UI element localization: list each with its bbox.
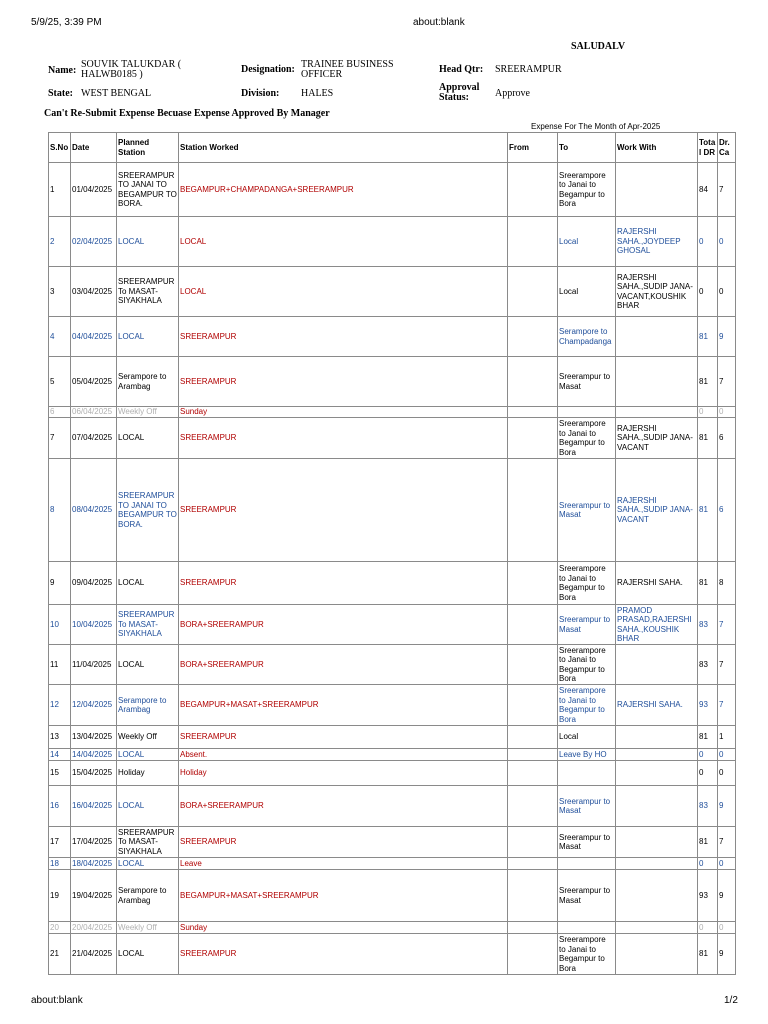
cell-station-worked: BORA+SREERAMPUR — [179, 645, 508, 685]
cell-work-with — [616, 726, 698, 749]
table-row — [49, 459, 736, 562]
cell-planned-station: LOCAL — [117, 562, 179, 605]
cell-sno: 8 — [49, 459, 71, 562]
cell-planned-station: Weekly Off — [117, 922, 179, 934]
table-row — [49, 749, 736, 761]
print-datetime: 5/9/25, 3:39 PM — [31, 17, 102, 28]
cell-dr-ca: 6 — [718, 418, 736, 459]
cell-planned-station: LOCAL — [117, 858, 179, 870]
cell-to: Serampore to Champadanga — [558, 317, 616, 357]
resubmit-notice: Can't Re-Submit Expense Becuase Expense Approved By Manager — [44, 108, 330, 119]
cell-work-with — [616, 827, 698, 858]
cell-to: Sreerampur to Masat — [558, 786, 616, 827]
cell-sno: 7 — [49, 418, 71, 459]
cell-planned-station: SREERAMPUR To MASAT-SIYAKHALA — [117, 605, 179, 645]
cell-planned-station: LOCAL — [117, 317, 179, 357]
company-name: SALUDALV — [571, 41, 626, 52]
designation-label: Designation: — [241, 64, 295, 75]
cell-date: 14/04/2025 — [71, 749, 117, 761]
cell-work-with: PRAMOD PRASAD,RAJERSHI SAHA.,KOUSHIK BHAR — [616, 605, 698, 645]
cell-date: 15/04/2025 — [71, 761, 117, 786]
cell-total-dr: 83 — [698, 645, 718, 685]
table-row — [49, 562, 736, 605]
cell-to — [558, 407, 616, 418]
cell-planned-station: LOCAL — [117, 786, 179, 827]
cell-dr-ca: 0 — [718, 217, 736, 267]
cell-total-dr: 81 — [698, 418, 718, 459]
cell-total-dr: 81 — [698, 459, 718, 562]
col-header-planned-station: Planned Station — [117, 133, 179, 163]
cell-to: Sreerampur to Masat — [558, 870, 616, 922]
cell-sno: 12 — [49, 685, 71, 726]
cell-from — [508, 163, 558, 217]
cell-planned-station: SREERAMPUR TO JANAI TO BEGAMPUR TO BORA. — [117, 163, 179, 217]
table-row — [49, 870, 736, 922]
approval-label: Approval Status: — [439, 82, 480, 103]
cell-dr-ca: 7 — [718, 605, 736, 645]
cell-total-dr: 0 — [698, 761, 718, 786]
cell-from — [508, 418, 558, 459]
cell-work-with — [616, 934, 698, 975]
cell-work-with: RAJERSHI SAHA. — [616, 562, 698, 605]
cell-from — [508, 645, 558, 685]
cell-date: 17/04/2025 — [71, 827, 117, 858]
cell-date: 11/04/2025 — [71, 645, 117, 685]
col-header-station-worked: Station Worked — [179, 133, 508, 163]
col-header-total-dr: Total DR — [698, 133, 718, 163]
cell-sno: 15 — [49, 761, 71, 786]
table-row — [49, 827, 736, 858]
cell-to — [558, 761, 616, 786]
table-row — [49, 407, 736, 418]
cell-from — [508, 749, 558, 761]
hq-label: Head Qtr: — [439, 64, 484, 75]
cell-to: Sreerampur to Masat — [558, 605, 616, 645]
cell-planned-station: Serampore to Arambag — [117, 357, 179, 407]
cell-station-worked: SREERAMPUR — [179, 459, 508, 562]
cell-dr-ca: 8 — [718, 562, 736, 605]
cell-total-dr: 81 — [698, 562, 718, 605]
cell-dr-ca: 0 — [718, 761, 736, 786]
cell-to: Local — [558, 217, 616, 267]
cell-from — [508, 858, 558, 870]
cell-total-dr: 0 — [698, 267, 718, 317]
cell-date: 20/04/2025 — [71, 922, 117, 934]
cell-work-with — [616, 922, 698, 934]
cell-dr-ca: 7 — [718, 645, 736, 685]
cell-sno: 3 — [49, 267, 71, 317]
cell-from — [508, 407, 558, 418]
print-url: about:blank — [413, 17, 465, 28]
cell-from — [508, 922, 558, 934]
cell-from — [508, 217, 558, 267]
cell-from — [508, 827, 558, 858]
cell-sno: 17 — [49, 827, 71, 858]
cell-dr-ca: 7 — [718, 827, 736, 858]
cell-station-worked: LOCAL — [179, 267, 508, 317]
employee-designation: TRAINEE BUSINESS OFFICER — [301, 59, 394, 80]
cell-total-dr: 0 — [698, 217, 718, 267]
cell-total-dr: 0 — [698, 922, 718, 934]
cell-total-dr: 83 — [698, 786, 718, 827]
cell-date: 04/04/2025 — [71, 317, 117, 357]
cell-date: 08/04/2025 — [71, 459, 117, 562]
cell-work-with — [616, 645, 698, 685]
approval-status: Approve — [495, 88, 530, 99]
employee-hq: SREERAMPUR — [495, 64, 562, 75]
cell-to — [558, 858, 616, 870]
cell-station-worked: SREERAMPUR — [179, 827, 508, 858]
cell-station-worked: Absent. — [179, 749, 508, 761]
table-row — [49, 317, 736, 357]
cell-station-worked: Sunday — [179, 407, 508, 418]
cell-work-with — [616, 870, 698, 922]
col-header-work-with: Work With — [616, 133, 698, 163]
cell-planned-station: Weekly Off — [117, 726, 179, 749]
cell-total-dr: 81 — [698, 934, 718, 975]
cell-total-dr: 0 — [698, 749, 718, 761]
col-header-dr-ca: Dr. Ca — [718, 133, 736, 163]
cell-work-with — [616, 357, 698, 407]
table-row — [49, 934, 736, 975]
cell-from — [508, 605, 558, 645]
cell-dr-ca: 0 — [718, 407, 736, 418]
table-row — [49, 267, 736, 317]
cell-planned-station: LOCAL — [117, 645, 179, 685]
table-row — [49, 685, 736, 726]
cell-sno: 9 — [49, 562, 71, 605]
col-header-to: To — [558, 133, 616, 163]
cell-date: 12/04/2025 — [71, 685, 117, 726]
expense-title: Expense For The Month of Apr-2025 — [531, 122, 661, 131]
cell-sno: 6 — [49, 407, 71, 418]
cell-date: 09/04/2025 — [71, 562, 117, 605]
cell-date: 07/04/2025 — [71, 418, 117, 459]
table-row — [49, 922, 736, 934]
cell-date: 01/04/2025 — [71, 163, 117, 217]
cell-date: 21/04/2025 — [71, 934, 117, 975]
cell-planned-station: LOCAL — [117, 934, 179, 975]
cell-dr-ca: 7 — [718, 685, 736, 726]
cell-to: Sreerampore to Janai to Begampur to Bora — [558, 418, 616, 459]
cell-to: Sreerampore to Janai to Begampur to Bora — [558, 934, 616, 975]
table-row — [49, 645, 736, 685]
cell-work-with — [616, 317, 698, 357]
expense-table — [48, 132, 736, 975]
cell-sno: 20 — [49, 922, 71, 934]
cell-station-worked: SREERAMPUR — [179, 418, 508, 459]
cell-total-dr: 81 — [698, 317, 718, 357]
cell-from — [508, 761, 558, 786]
cell-from — [508, 562, 558, 605]
cell-station-worked: BEGAMPUR+CHAMPADANGA+SREERAMPUR — [179, 163, 508, 217]
cell-from — [508, 934, 558, 975]
cell-work-with: RAJERSHI SAHA.,SUDIP JANA-VACANT,KOUSHIK BHAR — [616, 267, 698, 317]
cell-planned-station: Holiday — [117, 761, 179, 786]
cell-work-with — [616, 407, 698, 418]
cell-total-dr: 93 — [698, 870, 718, 922]
cell-station-worked: BORA+SREERAMPUR — [179, 786, 508, 827]
cell-date: 06/04/2025 — [71, 407, 117, 418]
employee-name: SOUVIK TALUKDAR ( HALWB0185 ) — [81, 59, 182, 80]
cell-total-dr: 0 — [698, 858, 718, 870]
state-label: State: — [48, 88, 73, 99]
cell-sno: 13 — [49, 726, 71, 749]
cell-to: Leave By HO — [558, 749, 616, 761]
cell-total-dr: 93 — [698, 685, 718, 726]
cell-station-worked: Holiday — [179, 761, 508, 786]
cell-station-worked: Leave — [179, 858, 508, 870]
cell-station-worked: Sunday — [179, 922, 508, 934]
cell-to: Sreerampore to Janai to Begampur to Bora — [558, 645, 616, 685]
cell-total-dr: 0 — [698, 407, 718, 418]
table-row — [49, 217, 736, 267]
cell-sno: 11 — [49, 645, 71, 685]
col-header-date: Date — [71, 133, 117, 163]
cell-dr-ca: 9 — [718, 934, 736, 975]
cell-dr-ca: 0 — [718, 922, 736, 934]
cell-from — [508, 786, 558, 827]
cell-sno: 10 — [49, 605, 71, 645]
cell-planned-station: LOCAL — [117, 217, 179, 267]
cell-dr-ca: 9 — [718, 317, 736, 357]
cell-date: 18/04/2025 — [71, 858, 117, 870]
table-row — [49, 418, 736, 459]
cell-total-dr: 84 — [698, 163, 718, 217]
division-label: Division: — [241, 88, 280, 99]
cell-from — [508, 685, 558, 726]
cell-dr-ca: 7 — [718, 357, 736, 407]
cell-work-with — [616, 749, 698, 761]
cell-planned-station: LOCAL — [117, 749, 179, 761]
cell-date: 02/04/2025 — [71, 217, 117, 267]
cell-total-dr: 81 — [698, 726, 718, 749]
cell-planned-station: SREERAMPUR To MASAT-SIYAKHALA — [117, 827, 179, 858]
cell-planned-station: Weekly Off — [117, 407, 179, 418]
cell-station-worked: SREERAMPUR — [179, 317, 508, 357]
cell-from — [508, 317, 558, 357]
cell-dr-ca: 0 — [718, 749, 736, 761]
cell-sno: 5 — [49, 357, 71, 407]
cell-dr-ca: 9 — [718, 870, 736, 922]
cell-dr-ca: 0 — [718, 267, 736, 317]
cell-dr-ca: 9 — [718, 786, 736, 827]
table-row — [49, 357, 736, 407]
cell-work-with — [616, 761, 698, 786]
cell-station-worked: SREERAMPUR — [179, 934, 508, 975]
cell-to: Local — [558, 726, 616, 749]
cell-planned-station: SREERAMPUR To MASAT-SIYAKHALA — [117, 267, 179, 317]
table-header-row — [49, 133, 736, 163]
cell-sno: 19 — [49, 870, 71, 922]
cell-dr-ca: 7 — [718, 163, 736, 217]
cell-to: Local — [558, 267, 616, 317]
cell-to: Sreerampore to Janai to Begampur to Bora — [558, 562, 616, 605]
cell-dr-ca: 1 — [718, 726, 736, 749]
footer-url: about:blank — [31, 995, 83, 1006]
cell-total-dr: 81 — [698, 357, 718, 407]
cell-planned-station: Serampore to Arambag — [117, 870, 179, 922]
cell-dr-ca: 0 — [718, 858, 736, 870]
cell-work-with: RAJERSHI SAHA.,SUDIP JANA-VACANT — [616, 459, 698, 562]
cell-planned-station: Serampore to Arambag — [117, 685, 179, 726]
cell-planned-station: SREERAMPUR TO JANAI TO BEGAMPUR TO BORA. — [117, 459, 179, 562]
table-row — [49, 761, 736, 786]
cell-to — [558, 922, 616, 934]
cell-station-worked: BEGAMPUR+MASAT+SREERAMPUR — [179, 685, 508, 726]
table-row — [49, 858, 736, 870]
cell-sno: 21 — [49, 934, 71, 975]
cell-to: Sreerampur to Masat — [558, 459, 616, 562]
cell-station-worked: LOCAL — [179, 217, 508, 267]
cell-date: 13/04/2025 — [71, 726, 117, 749]
cell-planned-station: LOCAL — [117, 418, 179, 459]
cell-sno: 4 — [49, 317, 71, 357]
cell-to: Sreerampur to Masat — [558, 827, 616, 858]
cell-work-with: RAJERSHI SAHA.,JOYDEEP GHOSAL — [616, 217, 698, 267]
table-row — [49, 726, 736, 749]
name-label: Name: — [48, 65, 77, 76]
cell-station-worked: SREERAMPUR — [179, 726, 508, 749]
table-row — [49, 786, 736, 827]
employee-state: WEST BENGAL — [81, 88, 152, 99]
cell-from — [508, 726, 558, 749]
cell-to: Sreerampore to Janai to Begampur to Bora — [558, 685, 616, 726]
cell-from — [508, 267, 558, 317]
cell-work-with: RAJERSHI SAHA.,SUDIP JANA-VACANT — [616, 418, 698, 459]
cell-date: 19/04/2025 — [71, 870, 117, 922]
cell-station-worked: BEGAMPUR+MASAT+SREERAMPUR — [179, 870, 508, 922]
cell-date: 16/04/2025 — [71, 786, 117, 827]
page-number: 1/2 — [724, 995, 738, 1006]
cell-station-worked: BORA+SREERAMPUR — [179, 605, 508, 645]
cell-dr-ca: 6 — [718, 459, 736, 562]
cell-sno: 16 — [49, 786, 71, 827]
cell-to: Sreerampur to Masat — [558, 357, 616, 407]
cell-work-with — [616, 786, 698, 827]
cell-sno: 1 — [49, 163, 71, 217]
cell-from — [508, 870, 558, 922]
cell-date: 05/04/2025 — [71, 357, 117, 407]
cell-work-with — [616, 858, 698, 870]
cell-work-with: RAJERSHI SAHA. — [616, 685, 698, 726]
cell-total-dr: 83 — [698, 605, 718, 645]
cell-station-worked: SREERAMPUR — [179, 562, 508, 605]
cell-station-worked: SREERAMPUR — [179, 357, 508, 407]
cell-from — [508, 459, 558, 562]
cell-total-dr: 81 — [698, 827, 718, 858]
cell-sno: 18 — [49, 858, 71, 870]
cell-date: 10/04/2025 — [71, 605, 117, 645]
col-header-from: From — [508, 133, 558, 163]
table-row — [49, 163, 736, 217]
employee-division: HALES — [301, 88, 334, 99]
cell-work-with — [616, 163, 698, 217]
cell-sno: 2 — [49, 217, 71, 267]
col-header-sno: S.No — [49, 133, 71, 163]
cell-from — [508, 357, 558, 407]
table-row — [49, 605, 736, 645]
cell-to: Sreerampore to Janai to Begampur to Bora — [558, 163, 616, 217]
cell-date: 03/04/2025 — [71, 267, 117, 317]
cell-sno: 14 — [49, 749, 71, 761]
